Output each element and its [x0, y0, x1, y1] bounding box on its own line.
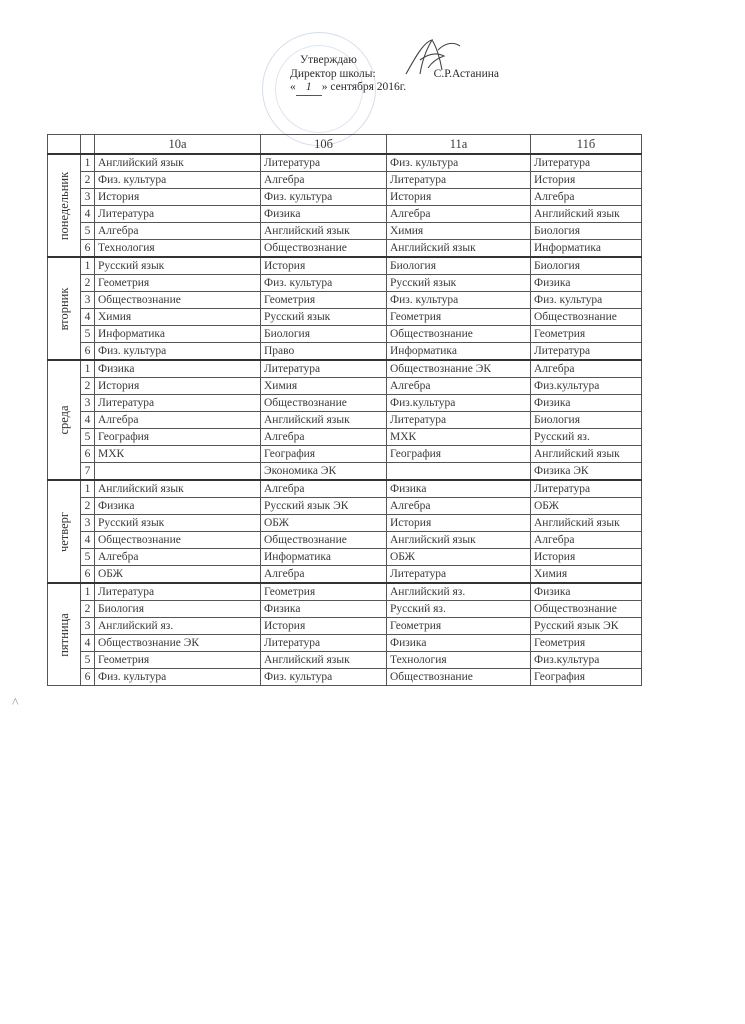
subject-cell: Химия	[387, 223, 531, 240]
lesson-number: 6	[81, 669, 95, 686]
subject-cell: Литература	[531, 154, 642, 172]
subject-cell: Информатика	[387, 343, 531, 361]
subject-cell: Обществознание	[531, 601, 642, 618]
subject-cell: Литература	[261, 154, 387, 172]
subject-cell: Обществознание ЭК	[387, 360, 531, 378]
lesson-number: 2	[81, 601, 95, 618]
approval-date-rest: » сентября 2016г.	[321, 81, 407, 93]
table-row	[48, 549, 642, 566]
table-row	[48, 360, 642, 378]
subject-cell: Обществознание	[261, 240, 387, 258]
subject-cell: История	[261, 257, 387, 275]
subject-cell: Английский язык	[531, 515, 642, 532]
subject-cell: Физика	[261, 206, 387, 223]
subject-cell: Английский язык	[531, 446, 642, 463]
day-label: среда	[57, 405, 71, 435]
subject-cell: Геометрия	[531, 326, 642, 343]
subject-cell: Английский яз.	[95, 618, 261, 635]
table-row	[48, 154, 642, 172]
subject-cell: Английский язык	[261, 652, 387, 669]
lesson-number: 3	[81, 618, 95, 635]
subject-cell: Литература	[531, 343, 642, 361]
lesson-number: 3	[81, 189, 95, 206]
subject-cell: Биология	[531, 412, 642, 429]
subject-cell: Информатика	[531, 240, 642, 258]
subject-cell: Литература	[387, 172, 531, 189]
subject-cell: Информатика	[261, 549, 387, 566]
subject-cell: Литература	[387, 566, 531, 584]
class-header: 10а	[95, 135, 261, 155]
subject-cell: Химия	[261, 378, 387, 395]
subject-cell: Русский язык	[261, 309, 387, 326]
subject-cell: Геометрия	[261, 292, 387, 309]
subject-cell: Литература	[261, 635, 387, 652]
subject-cell: Физ.культура	[531, 652, 642, 669]
table-row	[48, 498, 642, 515]
approval-director-name: С.Р.Астанина	[433, 67, 499, 80]
subject-cell: Геометрия	[387, 618, 531, 635]
subject-cell: Английский язык	[531, 206, 642, 223]
subject-cell: Геометрия	[387, 309, 531, 326]
subject-cell: Обществознание	[387, 669, 531, 686]
subject-cell: Литература	[261, 360, 387, 378]
table-row	[48, 635, 642, 652]
subject-cell: Алгебра	[531, 360, 642, 378]
subject-cell: Физ.культура	[387, 395, 531, 412]
subject-cell: Геометрия	[261, 583, 387, 601]
subject-cell: Физ. культура	[261, 669, 387, 686]
table-row	[48, 395, 642, 412]
subject-cell: История	[95, 378, 261, 395]
table-row	[48, 412, 642, 429]
subject-cell: Биология	[387, 257, 531, 275]
subject-cell: История	[261, 618, 387, 635]
table-row	[48, 566, 642, 584]
day-label: четверг	[57, 511, 71, 552]
subject-cell: Литература	[387, 412, 531, 429]
lesson-number: 1	[81, 360, 95, 378]
subject-cell: Алгебра	[261, 480, 387, 498]
subject-cell: Литература	[95, 395, 261, 412]
table-row	[48, 275, 642, 292]
subject-cell: Физика	[387, 480, 531, 498]
subject-cell: Алгебра	[531, 189, 642, 206]
table-row	[48, 601, 642, 618]
subject-cell: Физика	[531, 395, 642, 412]
subject-cell: Физ.культура	[531, 378, 642, 395]
header-row	[48, 135, 642, 155]
subject-cell: Русский яз.	[387, 601, 531, 618]
table-row	[48, 172, 642, 189]
margin-mark-icon: ^	[12, 696, 19, 711]
subject-cell: Алгебра	[531, 532, 642, 549]
lesson-number: 4	[81, 309, 95, 326]
table-row	[48, 652, 642, 669]
subject-cell: Физ. культура	[261, 189, 387, 206]
subject-cell: Обществознание	[387, 326, 531, 343]
table-row	[48, 223, 642, 240]
lesson-number: 2	[81, 378, 95, 395]
lesson-number: 1	[81, 480, 95, 498]
lesson-number: 1	[81, 583, 95, 601]
subject-cell: Обществознание	[95, 532, 261, 549]
lesson-number: 4	[81, 532, 95, 549]
lesson-number: 5	[81, 652, 95, 669]
subject-cell: Обществознание	[261, 395, 387, 412]
table-row	[48, 189, 642, 206]
subject-cell: Физика	[387, 635, 531, 652]
subject-cell: Литература	[95, 583, 261, 601]
subject-cell: Литература	[531, 480, 642, 498]
day-label: пятница	[57, 612, 71, 657]
table-row	[48, 257, 642, 275]
subject-cell: Алгебра	[387, 206, 531, 223]
subject-cell: Русский язык	[95, 257, 261, 275]
subject-cell: Информатика	[95, 326, 261, 343]
subject-cell: ОБЖ	[387, 549, 531, 566]
table-row	[48, 480, 642, 498]
day-cell	[48, 360, 81, 480]
table-row	[48, 378, 642, 395]
subject-cell: Физика	[261, 601, 387, 618]
table-row	[48, 532, 642, 549]
lesson-number: 3	[81, 292, 95, 309]
lesson-number: 3	[81, 395, 95, 412]
table-row	[48, 515, 642, 532]
subject-cell: Алгебра	[387, 498, 531, 515]
subject-cell: Физ. культура	[261, 275, 387, 292]
subject-cell: История	[95, 189, 261, 206]
lesson-number: 1	[81, 257, 95, 275]
subject-cell: Технология	[95, 240, 261, 258]
subject-cell: Обществознание ЭК	[95, 635, 261, 652]
subject-cell: Физ. культура	[387, 292, 531, 309]
subject-cell: Алгебра	[95, 223, 261, 240]
subject-cell: Обществознание	[95, 292, 261, 309]
subject-cell: История	[531, 172, 642, 189]
subject-cell: География	[95, 429, 261, 446]
class-header: 10б	[261, 135, 387, 155]
lesson-number: 6	[81, 343, 95, 361]
subject-cell: Химия	[531, 566, 642, 584]
lesson-number: 5	[81, 549, 95, 566]
day-cell	[48, 480, 81, 583]
subject-cell: Литература	[95, 206, 261, 223]
day-cell	[48, 583, 81, 686]
subject-cell: Физ. культура	[387, 154, 531, 172]
lesson-number: 2	[81, 275, 95, 292]
lesson-number: 7	[81, 463, 95, 481]
lesson-number: 1	[81, 154, 95, 172]
subject-cell: Английский язык	[95, 480, 261, 498]
subject-cell: ОБЖ	[531, 498, 642, 515]
subject-cell: Английский язык	[387, 240, 531, 258]
signature-icon	[402, 36, 462, 78]
day-label: вторник	[57, 287, 71, 330]
subject-cell: МХК	[95, 446, 261, 463]
subject-cell: География	[261, 446, 387, 463]
schedule-table	[47, 134, 642, 686]
lesson-number: 3	[81, 515, 95, 532]
subject-cell: Алгебра	[387, 378, 531, 395]
subject-cell: Геометрия	[95, 275, 261, 292]
day-cell	[48, 257, 81, 360]
table-row	[48, 429, 642, 446]
subject-cell: МХК	[387, 429, 531, 446]
approval-date-open: «	[290, 81, 296, 93]
lesson-number: 2	[81, 172, 95, 189]
subject-cell: География	[531, 669, 642, 686]
approval-date-line	[290, 81, 550, 96]
class-header: 11а	[387, 135, 531, 155]
approval-title: Утверждаю	[300, 54, 357, 66]
subject-cell: Химия	[95, 309, 261, 326]
subject-cell: Английский яз.	[387, 583, 531, 601]
subject-cell: Алгебра	[95, 549, 261, 566]
day-cell	[48, 154, 81, 257]
subject-cell: Биология	[531, 257, 642, 275]
lesson-number: 6	[81, 240, 95, 258]
subject-cell: Русский язык ЭК	[531, 618, 642, 635]
subject-cell: Физика	[95, 498, 261, 515]
subject-cell: Алгебра	[261, 566, 387, 584]
table-row	[48, 240, 642, 258]
table-row	[48, 292, 642, 309]
subject-cell	[95, 463, 261, 481]
subject-cell: Физика	[531, 275, 642, 292]
approval-date-day: 1	[296, 81, 322, 96]
subject-cell: Английский язык	[95, 154, 261, 172]
lesson-number: 5	[81, 429, 95, 446]
lesson-number: 5	[81, 223, 95, 240]
subject-cell: ОБЖ	[261, 515, 387, 532]
subject-cell: Физ. культура	[95, 669, 261, 686]
approval-director-label: Директор школы:	[290, 67, 376, 80]
subject-cell: Физ. культура	[95, 343, 261, 361]
lesson-number: 4	[81, 206, 95, 223]
subject-cell: Английский язык	[261, 412, 387, 429]
subject-cell: Геометрия	[531, 635, 642, 652]
header-corner-num	[81, 135, 95, 155]
subject-cell: Русский язык	[387, 275, 531, 292]
lesson-number: 6	[81, 566, 95, 584]
table-row	[48, 326, 642, 343]
subject-cell: Технология	[387, 652, 531, 669]
subject-cell: Физ. культура	[95, 172, 261, 189]
subject-cell: География	[387, 446, 531, 463]
subject-cell: Русский язык ЭК	[261, 498, 387, 515]
day-label: понедельник	[57, 171, 71, 240]
header-corner-day	[48, 135, 81, 155]
subject-cell: Русский яз.	[531, 429, 642, 446]
subject-cell: Алгебра	[95, 412, 261, 429]
subject-cell: История	[387, 189, 531, 206]
table-row	[48, 463, 642, 481]
subject-cell: Обществознание	[531, 309, 642, 326]
table-row	[48, 343, 642, 361]
table-row	[48, 206, 642, 223]
subject-cell: ОБЖ	[95, 566, 261, 584]
subject-cell: Английский язык	[387, 532, 531, 549]
subject-cell: Геометрия	[95, 652, 261, 669]
subject-cell: Физ. культура	[531, 292, 642, 309]
subject-cell	[387, 463, 531, 481]
lesson-number: 6	[81, 446, 95, 463]
table-row	[48, 618, 642, 635]
subject-cell: Физика	[95, 360, 261, 378]
subject-cell: Экономика ЭК	[261, 463, 387, 481]
subject-cell: Физика	[531, 583, 642, 601]
class-header: 11б	[531, 135, 642, 155]
subject-cell: Право	[261, 343, 387, 361]
table-row	[48, 309, 642, 326]
table-row	[48, 669, 642, 686]
table-row	[48, 583, 642, 601]
subject-cell: История	[531, 549, 642, 566]
lesson-number: 4	[81, 412, 95, 429]
subject-cell: Биология	[531, 223, 642, 240]
subject-cell: Обществознание	[261, 532, 387, 549]
lesson-number: 4	[81, 635, 95, 652]
subject-cell: Физика ЭК	[531, 463, 642, 481]
lesson-number: 2	[81, 498, 95, 515]
subject-cell: Английский язык	[261, 223, 387, 240]
subject-cell: Биология	[261, 326, 387, 343]
subject-cell: Алгебра	[261, 172, 387, 189]
subject-cell: Русский язык	[95, 515, 261, 532]
subject-cell: История	[387, 515, 531, 532]
subject-cell: Биология	[95, 601, 261, 618]
table-row	[48, 446, 642, 463]
subject-cell: Алгебра	[261, 429, 387, 446]
lesson-number: 5	[81, 326, 95, 343]
